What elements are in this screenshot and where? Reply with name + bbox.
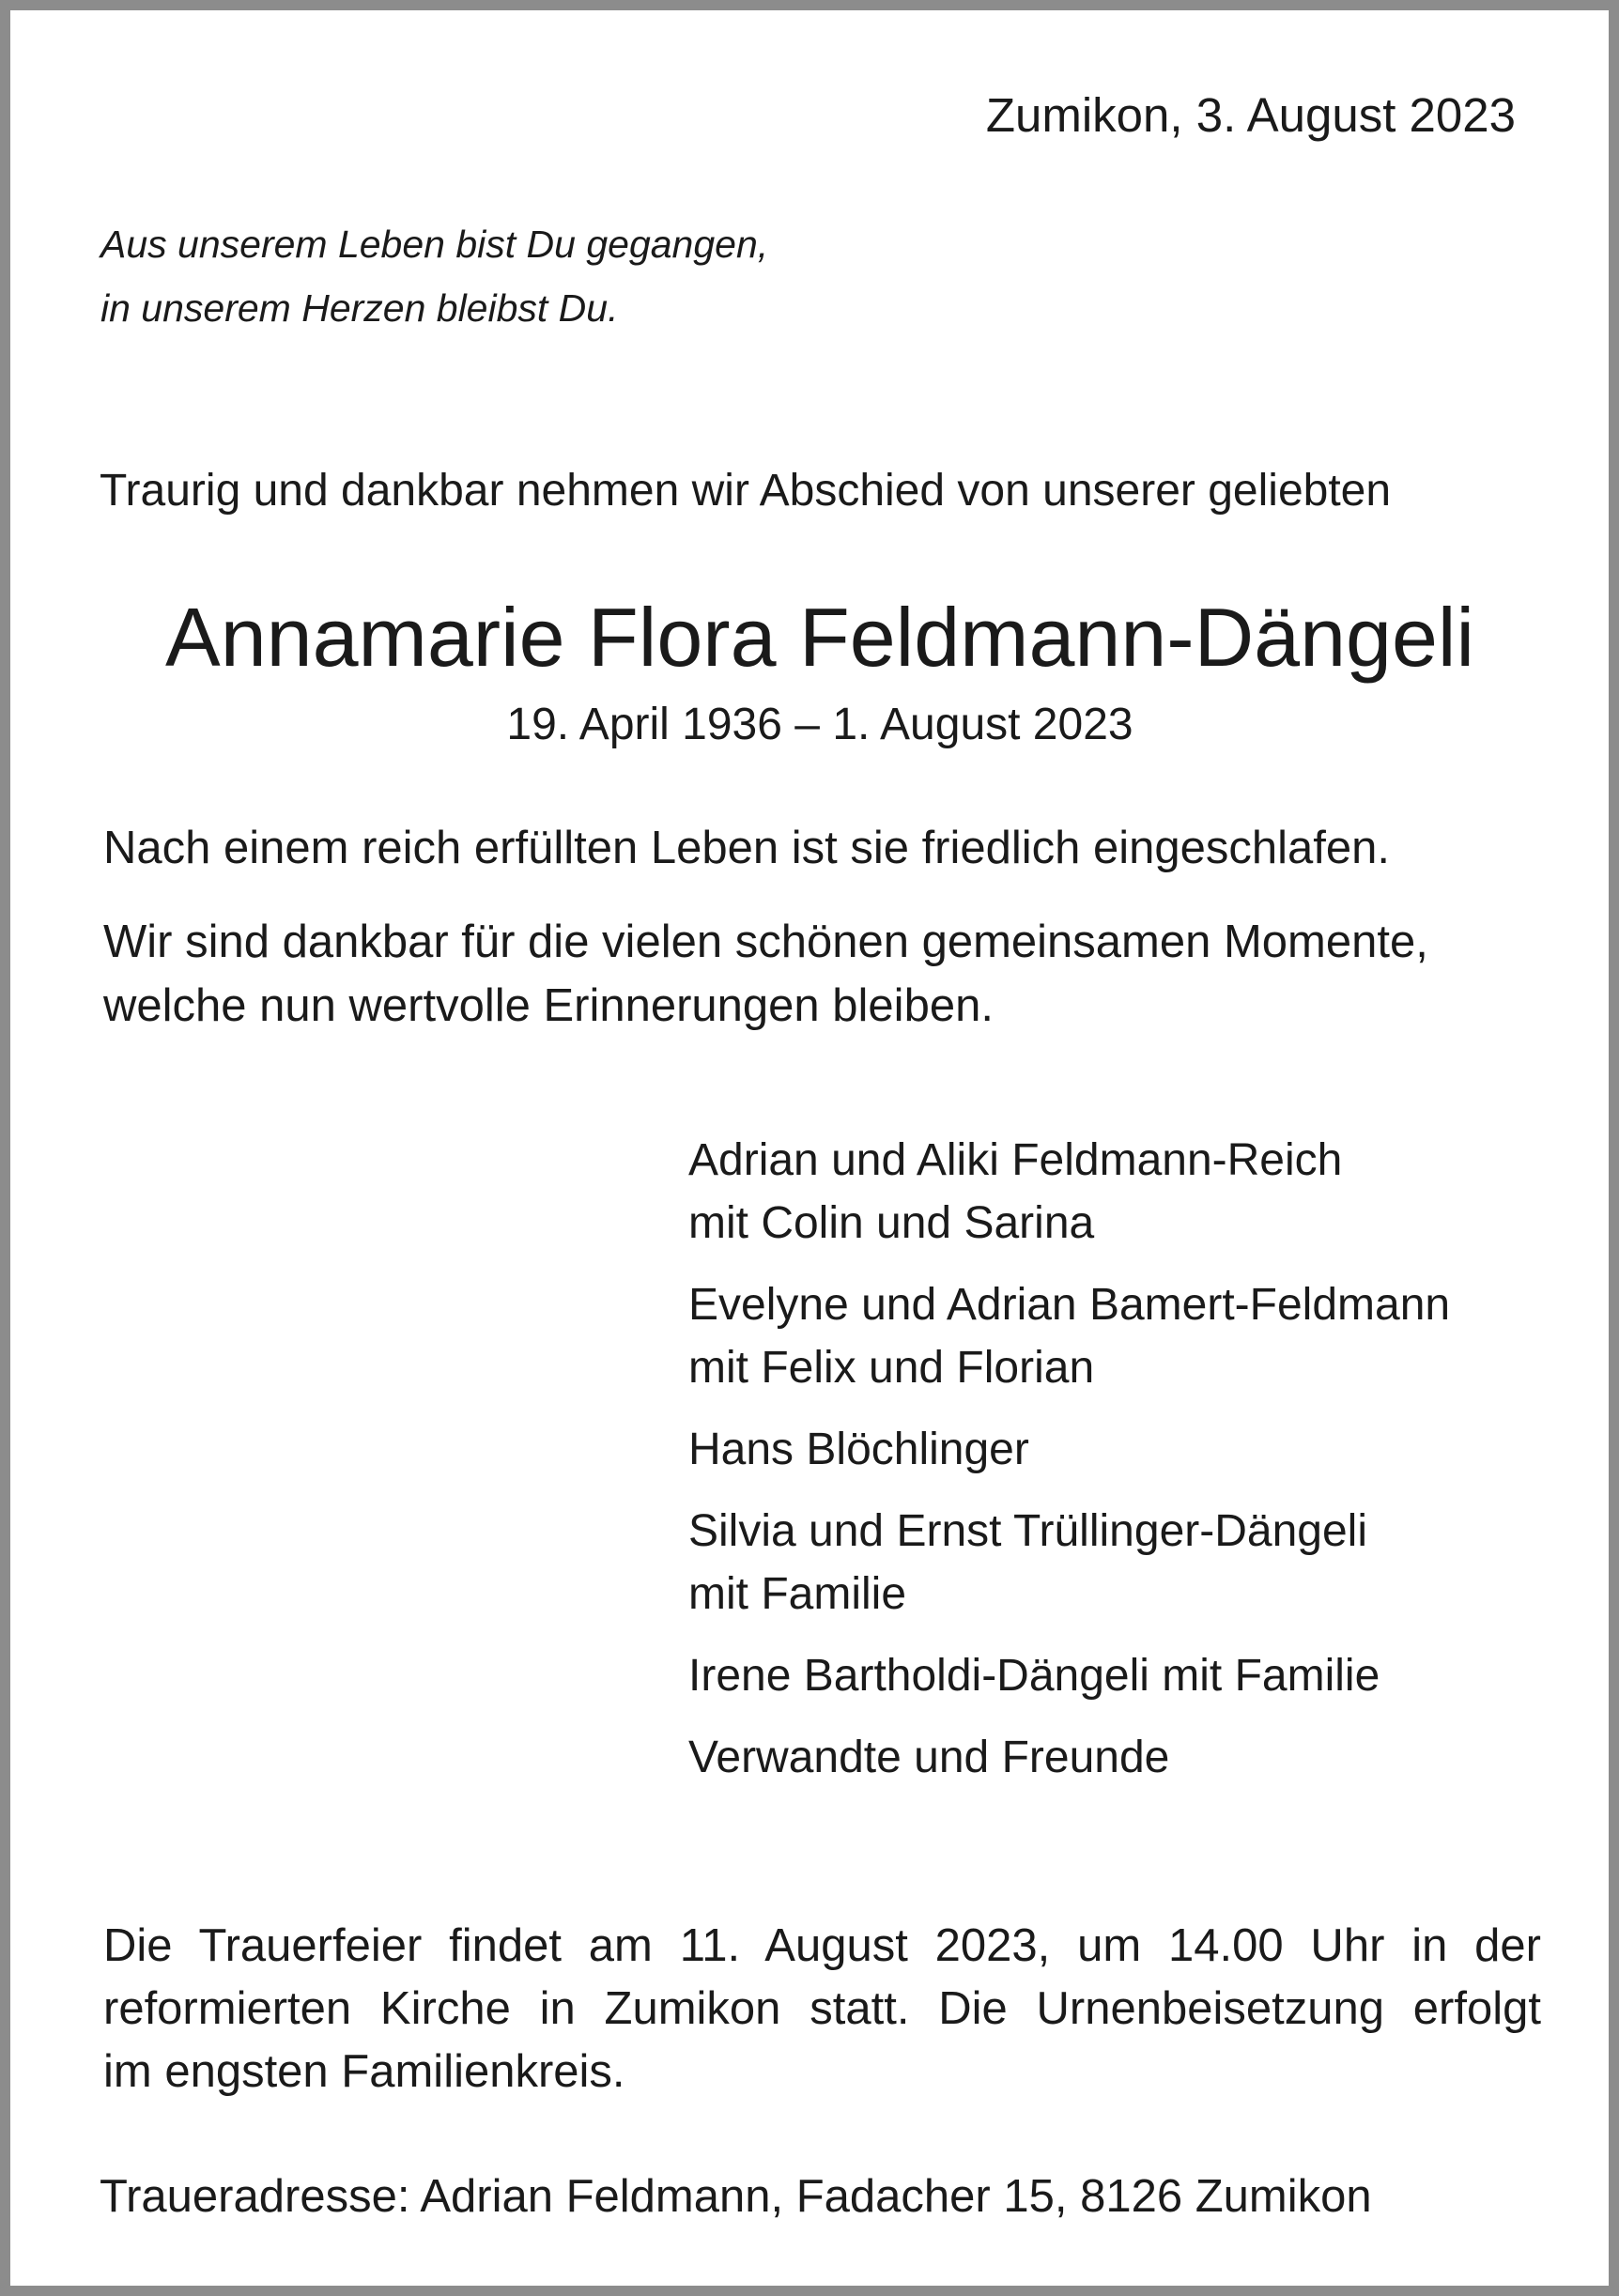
deceased-name: Annamarie Flora Feldmann-Dängeli	[165, 591, 1474, 684]
ceremony-line-1: Die Trauerfeier findet am 11. August 2023, um 14.00 Uhr in der	[103, 1920, 1541, 1971]
motto-line-2: in unserem Herzen bleibst Du.	[100, 286, 619, 330]
mourner-4-line-2: mit Familie	[688, 1569, 907, 1619]
ceremony-line-2: reformierten Kirche in Zumikon statt. Die Urnenbeisetzung erfolgt	[103, 1983, 1541, 2034]
intro-text: Traurig und dankbar nehmen wir Abschied von unserer geliebten	[100, 466, 1392, 516]
ceremony-line-3: im engsten Familienkreis.	[103, 2046, 625, 2097]
mourner-5: Irene Bartholdi-Dängeli mit Familie	[688, 1651, 1380, 1701]
mourner-1-line-2: mit Colin und Sarina	[688, 1198, 1095, 1248]
life-dates: 19. April 1936 – 1. August 2023	[506, 700, 1133, 749]
mourner-4-line-1: Silvia und Ernst Trüllinger-Dängeli	[688, 1506, 1367, 1556]
mourner-1-line-1: Adrian und Aliki Feldmann-Reich	[688, 1135, 1343, 1185]
paragraph-2-line-2: welche nun wertvolle Erinnerungen bleiben.	[103, 980, 994, 1031]
place-date: Zumikon, 3. August 2023	[985, 88, 1516, 142]
motto-line-1: Aus unserem Leben bist Du gegangen,	[100, 223, 769, 266]
mourner-2-line-2: mit Felix und Florian	[688, 1343, 1095, 1393]
mourner-3: Hans Blöchlinger	[688, 1425, 1029, 1474]
paragraph-2-line-1: Wir sind dankbar für die vielen schönen gemeinsamen Momente,	[103, 917, 1428, 967]
mourner-6: Verwandte und Freunde	[688, 1733, 1170, 1782]
paragraph-1: Nach einem reich erfüllten Leben ist sie friedlich eingeschlafen.	[103, 823, 1391, 873]
mourner-2-line-1: Evelyne und Adrian Bamert-Feldmann	[688, 1280, 1451, 1330]
mourning-address: Traueradresse: Adrian Feldmann, Fadacher 15, 8126 Zumikon	[100, 2171, 1372, 2222]
